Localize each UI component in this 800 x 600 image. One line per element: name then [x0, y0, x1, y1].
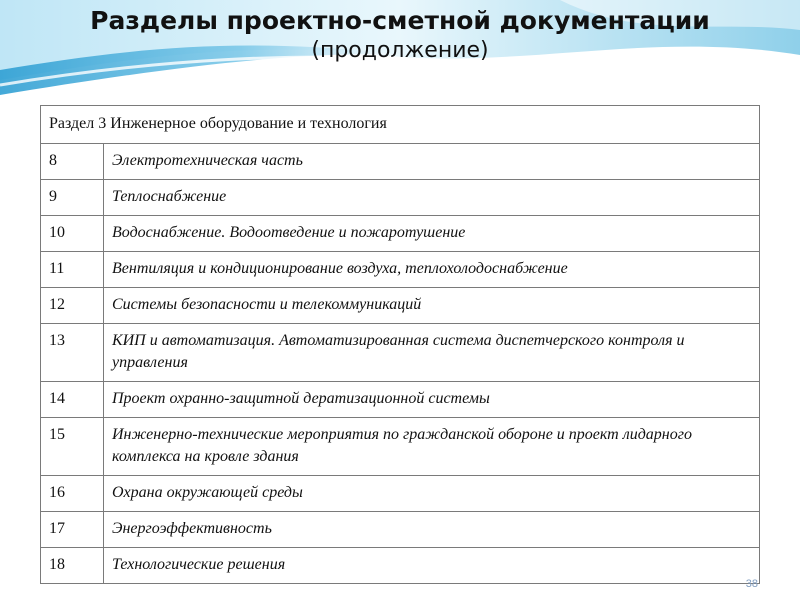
section-name: КИП и автоматизация. Автоматизированная система диспетчерского контроля и управления — [104, 324, 760, 382]
section-number: 15 — [41, 418, 104, 476]
section-name: Теплоснабжение — [104, 180, 760, 216]
table-row — [41, 324, 760, 382]
page-number: 38 — [745, 578, 758, 590]
section-number: 16 — [41, 476, 104, 512]
slide-title: Разделы проектно-сметной документации — [90, 6, 710, 35]
table-row — [41, 252, 760, 288]
table-row — [41, 512, 760, 548]
section-name: Электротехническая часть — [104, 144, 760, 180]
section-number: 14 — [41, 382, 104, 418]
section-name: Системы безопасности и телекоммуникаций — [104, 288, 760, 324]
section-number: 10 — [41, 216, 104, 252]
section-number: 8 — [41, 144, 104, 180]
section-number: 18 — [41, 548, 104, 584]
section-name: Технологические решения — [104, 548, 760, 584]
section-name: Проект охранно-защитной дератизационной системы — [104, 382, 760, 418]
table-row — [41, 288, 760, 324]
table-row — [41, 418, 760, 476]
section-number: 11 — [41, 252, 104, 288]
table-row — [41, 548, 760, 584]
section-name: Охрана окружающей среды — [104, 476, 760, 512]
table-row — [41, 216, 760, 252]
section-number: 12 — [41, 288, 104, 324]
section-name: Водоснабжение. Водоотведение и пожаротушение — [104, 216, 760, 252]
table-row — [41, 144, 760, 180]
table-row — [41, 382, 760, 418]
section-number: 9 — [41, 180, 104, 216]
slide-subtitle: (продолжение) — [311, 38, 489, 63]
section-name: Инженерно-технические мероприятия по гражданской обороне и проект лидарного комплекса на кровле здания — [104, 418, 760, 476]
table-row — [41, 476, 760, 512]
section-number: 17 — [41, 512, 104, 548]
sections-table — [40, 105, 760, 584]
table-header-row — [41, 106, 760, 144]
table-row — [41, 180, 760, 216]
section-number: 13 — [41, 324, 104, 382]
section-header-cell: Раздел 3 Инженерное оборудование и технология — [41, 106, 760, 144]
section-name: Энергоэффективность — [104, 512, 760, 548]
section-name: Вентиляция и кондиционирование воздуха, теплохолодоснабжение — [104, 252, 760, 288]
